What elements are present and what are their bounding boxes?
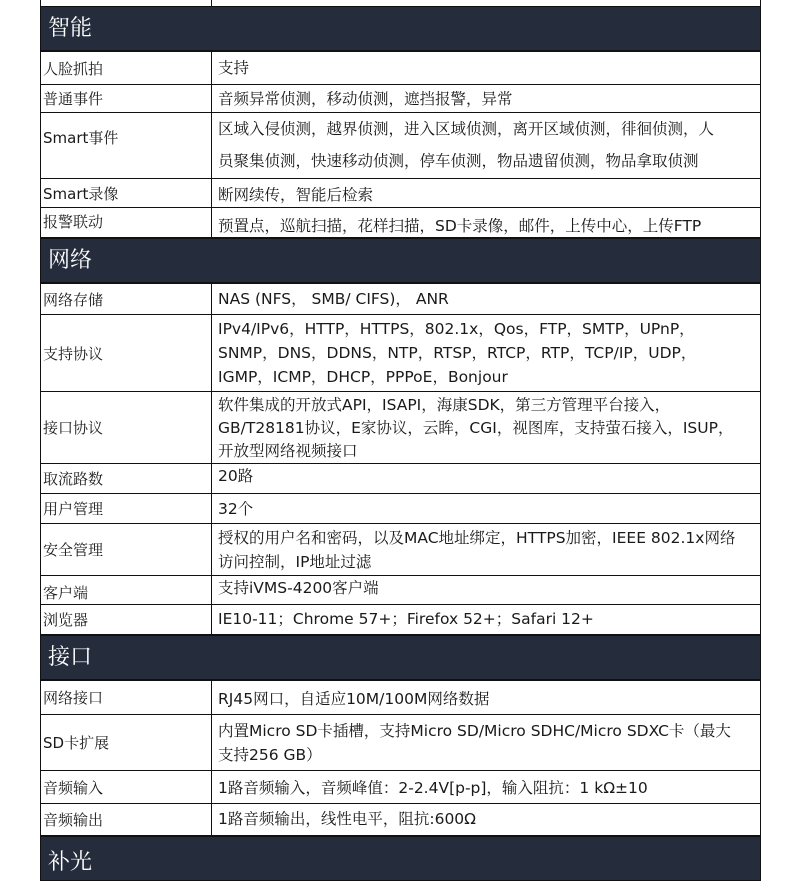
spec-table	[40, 0, 761, 881]
section-header-interface: 接口	[40, 635, 761, 680]
row-value: RJ45网口，自适应10M/100M网络数据	[218, 690, 490, 708]
row-label: 网络接口	[41, 681, 212, 714]
row-value: 断网续传，智能后检索	[218, 186, 374, 204]
table-row	[40, 605, 761, 635]
row-value: NAS (NFS， SMB/ CIFS)， ANR	[218, 290, 449, 308]
row-label: 接口协议	[41, 392, 212, 463]
table-row	[40, 315, 761, 392]
row-label: 浏览器	[41, 605, 212, 634]
table-top-fragment	[40, 0, 761, 6]
row-label: 普通事件	[41, 85, 212, 112]
row-value: 1路音频输出，线性电平，阻抗:600Ω	[218, 810, 477, 828]
row-label: 报警联动	[41, 208, 212, 237]
table-row	[40, 51, 761, 85]
table-row	[40, 464, 761, 494]
row-value: 授权的用户名和密码，以及MAC地址绑定，HTTPS加密，IEEE 802.1x网络 访问控制，IP地址过滤	[218, 529, 736, 571]
row-value: 内置Micro SD卡插槽，支持Micro SD/Micro SDHC/Micro SDXC卡（最大 支持256 GB）	[218, 722, 731, 764]
table-row	[40, 179, 761, 208]
row-label: 网络存储	[41, 284, 212, 314]
row-label: Smart事件	[41, 113, 212, 178]
section-header-network: 网络	[40, 238, 761, 283]
row-label: 支持协议	[41, 315, 212, 391]
section-header-smart: 智能	[40, 6, 761, 51]
row-label: 人脸抓拍	[41, 52, 212, 84]
row-value: 预置点，巡航扫描，花样扫描，SD卡录像，邮件，上传中心，上传FTP	[218, 217, 702, 235]
table-row	[40, 392, 761, 464]
table-row	[40, 576, 761, 605]
row-value: 1路音频输入，音频峰值：2-2.4V[p-p]，输入阻抗：1 kΩ±10	[218, 779, 648, 797]
table-row	[40, 524, 761, 576]
row-label: SD卡扩展	[41, 715, 212, 770]
row-value: 32个	[218, 500, 254, 518]
table-row	[40, 113, 761, 179]
table-row	[40, 85, 761, 113]
table-row	[40, 771, 761, 804]
row-value: 支持iVMS-4200客户端	[218, 579, 379, 597]
row-label: 客户端	[41, 576, 212, 604]
row-value: 软件集成的开放式API，ISAPI，海康SDK，第三方管理平台接入， GB/T28181协议，E家协议，云眸，CGI，视图库，支持萤石接入，ISUP， 开放型网络视频接口	[218, 396, 734, 460]
row-value: 支持	[218, 59, 250, 77]
table-row	[40, 715, 761, 771]
row-value: 20路	[218, 467, 254, 485]
row-value: IE10-11；Chrome 57+；Firefox 52+；Safari 12+	[218, 610, 594, 628]
row-label: 安全管理	[41, 524, 212, 575]
row-value: IPv4/IPv6，HTTP，HTTPS，802.1x，Qos，FTP，SMTP，UPnP， SNMP，DNS，DDNS，NTP，RTSP，RTCP，RTP，TCP/IP，UDP， IGMP，ICMP，DHCP，PPPoE，Bonjour	[218, 320, 697, 386]
section-header-fill-light: 补光	[40, 836, 761, 881]
row-label: Smart录像	[41, 179, 212, 207]
row-label: 取流路数	[41, 464, 212, 493]
table-row	[40, 494, 761, 524]
row-value: 音频异常侦测，移动侦测，遮挡报警，异常	[218, 90, 513, 108]
row-label: 音频输出	[41, 804, 212, 835]
table-row	[40, 208, 761, 238]
row-label: 音频输入	[41, 771, 212, 803]
row-value: 区域入侵侦测，越界侦测，进入区域侦测，离开区域侦测，徘徊侦测，人 员聚集侦测，快速移动侦测，停车侦测，物品遗留侦测，物品拿取侦测	[218, 120, 715, 170]
table-row	[40, 804, 761, 836]
row-label: 用户管理	[41, 494, 212, 523]
table-row	[40, 680, 761, 715]
table-row	[40, 283, 761, 315]
